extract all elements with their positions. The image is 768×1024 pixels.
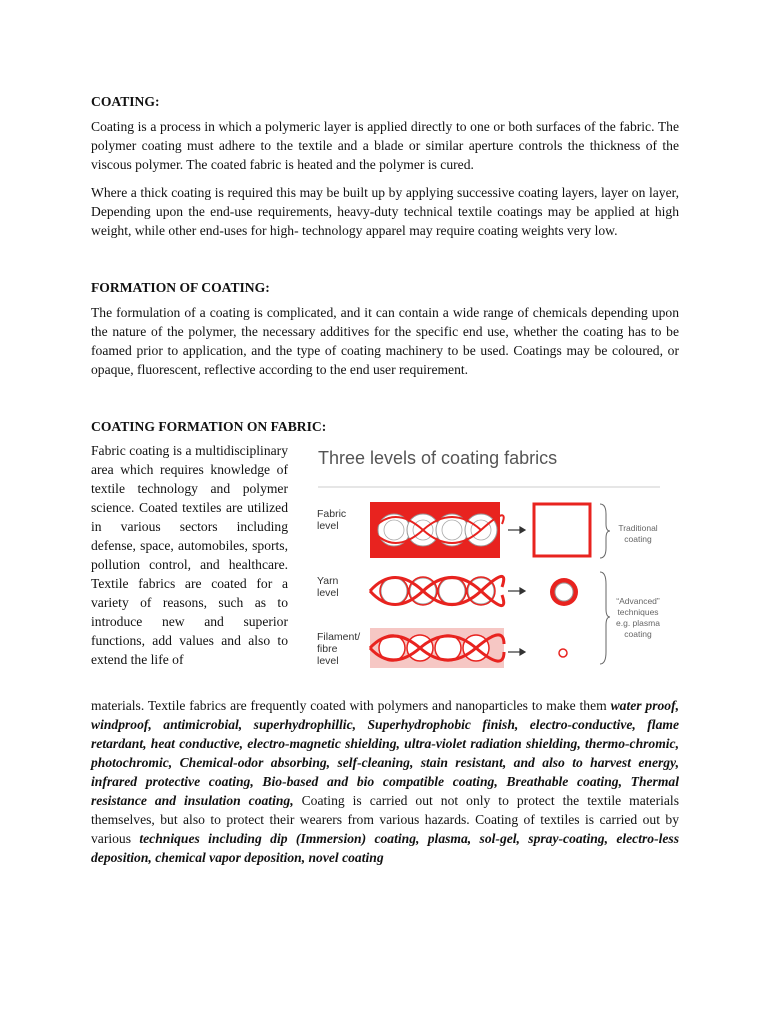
note-traditional-coating: Traditional coating	[618, 523, 658, 544]
paragraph-fabric-coating-continued	[91, 696, 679, 867]
coating-levels-diagram	[312, 444, 664, 689]
wrapped-text-block	[91, 441, 288, 669]
label-filament-level: Filament/ fibre level	[317, 631, 361, 667]
figure-title: Three levels of coating fabrics	[318, 448, 558, 468]
traditional-coating-shape	[534, 504, 590, 556]
text-figure-row	[91, 441, 679, 696]
note-advanced-techniques: “Advanced” techniques e.g. plasma coating	[616, 596, 660, 639]
yarn-level-illustration	[370, 576, 504, 605]
coating-techniques-list: techniques including dip (Immersion) coating, plasma, sol-gel, spray-coating, electro-less deposition, chemical vapor deposition, novel coating	[91, 831, 679, 865]
continued-text-1: materials. Textile fabrics are frequently coated with polymers and nanoparticles to make them	[91, 698, 611, 713]
paragraph-fabric-coating-intro: Fabric coating is a multidisciplinary area which requires knowledge of textile technology and polymer science. Coated textiles are utilized in various sectors including defense, space, automobiles, sports, pollution control, and healthcare. Textile fabrics are coated for a variety of reasons, such as to introduce new and superior functions, add values and also to extend the life of	[91, 443, 288, 667]
paragraph-coating-1: Coating is a process in which a polymeric layer is applied directly to one or both surfaces of the fabric. The polymer coating must adhere to the textile and a blade or similar aperture controls the thickness of the viscous polymer. The coated fabric is heated and the polymer is cured.	[91, 119, 679, 172]
fabric-level-illustration	[370, 502, 504, 558]
continued-text-2: Coating is carried out not only to protect the textile materials themselves, but also to protect their wearers from various hazards. Coating of textiles is carried out by various	[91, 793, 679, 846]
document-page	[91, 92, 679, 867]
label-fabric-level: Fabric level	[317, 508, 347, 532]
paragraph-coating-2: Where a thick coating is required this may be built up by applying successive coating layers, layer on layer, Depending upon the end-use requirements, heavy-duty technical textile coatings may be applied at high weight, while other end-uses for high- technology apparel may require coating weights very low.	[91, 185, 679, 238]
filament-level-illustration	[370, 628, 504, 668]
heading-formation: FORMATION OF COATING:	[91, 280, 270, 295]
label-yarn-level: Yarn level	[317, 575, 339, 599]
advanced-fibre-shape	[559, 649, 567, 657]
coating-properties-list: water proof, windproof, antimicrobial, superhydrophillic, Superhydrophobic finish, electro-conductive, flame retardant, heat conductive, electro-magnetic shielding, ultra-violet radiation shielding, thermo-chromic, photochromic, Chemical-odor absorbing, self-cleaning, stain resistant, and also to harvest energy, infrared protective coating, Bio-based and bio compatible coating, Breathable coating, Thermal resistance and insulation coating,	[91, 698, 680, 808]
arrows	[508, 527, 525, 655]
heading-coating: COATING:	[91, 94, 160, 109]
heading-coating-on-fabric: COATING FORMATION ON FABRIC:	[91, 419, 327, 434]
coating-levels-figure	[312, 444, 664, 689]
paragraph-formation: The formulation of a coating is complicated, and it can contain a wide range of chemicals depending upon the nature of the polymer, the necessary additives for the specific end use, whether the coating has to be foamed prior to application, and the type of coating machinery to be used. Coatings may be coloured, or opaque, fluorescent, reflective according to the end user requirement.	[91, 305, 679, 377]
